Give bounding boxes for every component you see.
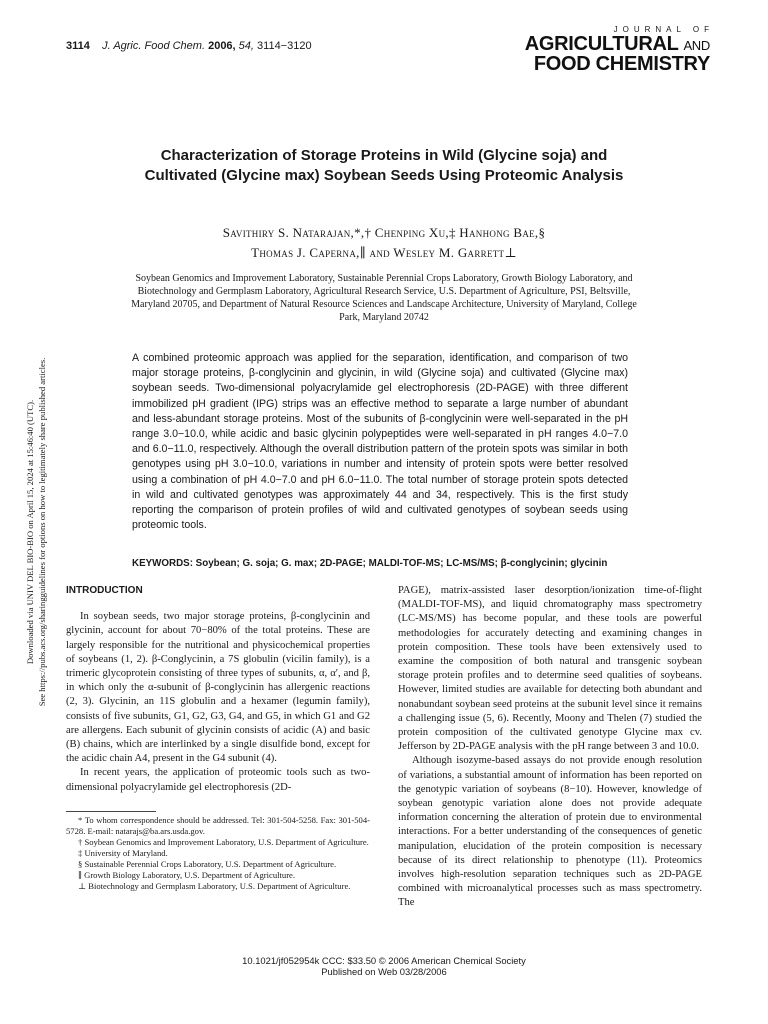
column-left (66, 584, 370, 795)
author-list (130, 223, 638, 263)
year: 2006, (208, 40, 236, 52)
footnote-parallel: ∥ Growth Biology Laboratory, U.S. Department of Agriculture. (78, 870, 296, 880)
abstract: A combined proteomic approach was applied for the separation, identification, and comparison of two major storage proteins, β-conglycinin and glycinin, in wild (Glycine soja) and cultivated (Glycine max) soybean seeds. Two-dimensional polyacrylamide gel electrophoresis (2D-PAGE) with three different immobilized pH gradient (IPG) strips was an effective method to separate a large number of abundant and less-abundant storage proteins. Most of the subunits of β-conglycinin were well-separated in the pH range 3.0−10.0, while acidic and basic glycinin polypeptides were well-separated in pH ranges 4.0−7.0 and 6.0−11.0, respectively. Although the overall distribution pattern of the protein spots was similar in both genotypes using pH 3.0−10.0, variations in number and intensity of protein spots were better resolved using a combination of pH 4.0−7.0 and pH 6.0−11.0. The total number of storage protein spots detected in wild and cultivated genotypes was approximately 44 and 34, respectively. This is the first study reporting the comparison of protein profiles of wild and cultivated genotypes of soybean seeds using proteomic tools. (132, 352, 628, 532)
intro-paragraph-2-continued: PAGE), matrix-assisted laser desorption/ionization time-of-flight (MALDI-TOF-MS), and liquid chromatography mass spectrometry (LC-MS/MS) has become popular, and these tools are powerful methodologies for accurately detecting and examining changes in protein composition. These tools have been extensively used to examine the composition of both natural and transgenic soybean storage protein profiles and to determine seed qualities of soybeans. However, limited studies are available for detecting both abundant and nonabundant soybean seed proteins at the subunit level since it remains a challenging issue (5, 6). Recently, Moony and Thelen (7) studied the protein composition of the cultivated genotype Glycine max cv. Jefferson by 2D-PAGE analysis with the pH range between 3 and 10.0. (398, 585, 702, 753)
journal-logo-line2: FOOD CHEMISTRY (533, 53, 710, 75)
journal-abbrev: J. Agric. Food Chem. (102, 40, 206, 52)
column-right (398, 584, 702, 911)
sharing-guidelines-link[interactable]: See https://pubs.acs.org/sharingguidelines for options on how to legitimately share published articles. (37, 357, 47, 707)
download-side-note-text (24, 352, 48, 712)
intro-paragraph-2: In recent years, the application of proteomic tools such as two-dimensional polyacrylamide gel electrophoresis (2D- (66, 767, 370, 793)
footnotes (66, 811, 370, 892)
section-heading-introduction: INTRODUCTION (66, 585, 143, 596)
journal-logo-line1 (525, 34, 710, 54)
journal-logo (524, 25, 714, 75)
running-header (66, 40, 312, 52)
journal-logo-small: JOURNAL OF (613, 25, 714, 34)
journal-logo-word: AGRICULTURAL (524, 33, 679, 55)
download-notice: Downloaded via UNIV DEL BIO-BIO on April 15, 2024 at 15:46:40 (UTC). (25, 399, 35, 665)
download-side-note (24, 352, 47, 712)
page-number: 3114 (66, 40, 90, 52)
footnote-dagger: † Soybean Genomics and Improvement Laboratory, U.S. Department of Agriculture. (78, 837, 369, 847)
footnote-perp: ⊥ Biotechnology and Germplasm Laboratory, U.S. Department of Agriculture. (78, 881, 351, 891)
intro-paragraph-3: Although isozyme-based assays do not provide enough resolution of variations, a substantial amount of information has been reported on the genotypic variation of soybeans (8−10). However, knowledge of soybean genotypic variation alone does not provide adequate information concerning the alteration of protein due to environmental interactions. For a better understanding of the consequences of genetic manipulation, elucidation of the protein composition is necessary because of its direct relationship to phenotype (11). Proteomics involves high-resolution separation techniques such as 2D-PAGE combined with microanalytical processes such as mass spectrometry. The (398, 755, 702, 909)
footnote-rule (66, 811, 156, 812)
keywords: KEYWORDS: Soybean; G. soja; G. max; 2D-PAGE; MALDI-TOF-MS; LC-MS/MS; β-conglycinin; glycinin (132, 558, 608, 569)
page-range: 3114−3120 (257, 40, 312, 52)
journal-logo-and: AND (683, 38, 710, 53)
footnote-section: § Sustainable Perennial Crops Laboratory, U.S. Department of Agriculture. (78, 859, 337, 869)
affiliations: Soybean Genomics and Improvement Laboratory, Sustainable Perennial Crops Laboratory, Growth Biology Laboratory, and Biotechnology and Germplasm Laboratory, Agricultural Research Service, U.S. Department of Agriculture, PSI, Beltsville, Maryland 20705, and Department of Natural Resource Sciences and Landscape Architecture, University of Maryland, College Park, Maryland 20742 (131, 273, 637, 323)
footnote-correspondence: * To whom correspondence should be addressed. Tel: 301-504-5258. Fax: 301-504-5728. E-mail: natarajs@ba.ars.usda.gov. (66, 815, 370, 836)
intro-paragraph-1: In soybean seeds, two major storage proteins, β-conglycinin and glycinin, account for about 70−80% of the total proteins. These are largely responsible for the nutritional and physicochemical properties of soybeans (1, 2). β-Conglycinin, a 7S globulin (vicilin family), is a trimeric glycoprotein consisting of three types of subunits, α, α′, and β, in which only the α-subunit of β-conglycinin has allergenic reactions (2, 3). Glycinin, an 11S globulin and a hexamer (legumin family), consists of five subunits, G1, G2, G3, G4, and G5, in which G1 and G2 are allergens. Each subunit of glycinin consists of acidic (A) and basic (B) chains, which are interlinked by a single disulfide bond, except for the acidic chain A4, present in the G4 subunit (4). (66, 611, 370, 765)
paper-title: Characterization of Storage Proteins in Wild (Glycine soja) and Cultivated (Glycine max) Soybean Seeds Using Proteomic Analysis (144, 147, 624, 184)
author-line-1: Savithiry S. Natarajan,*,† Chenping Xu,‡ Hanhong Bae,§ (222, 225, 546, 240)
page-footer (0, 955, 768, 977)
footnote-double-dagger: ‡ University of Maryland. (78, 848, 168, 858)
volume: 54, (238, 40, 254, 52)
publication-date: Published on Web 03/28/2006 (321, 966, 447, 977)
author-line-2: Thomas J. Caperna,∥ and Wesley M. Garrett⊥ (251, 245, 517, 260)
doi-copyright: 10.1021/jf052954k CCC: $33.50 © 2006 American Chemical Society (242, 955, 526, 966)
